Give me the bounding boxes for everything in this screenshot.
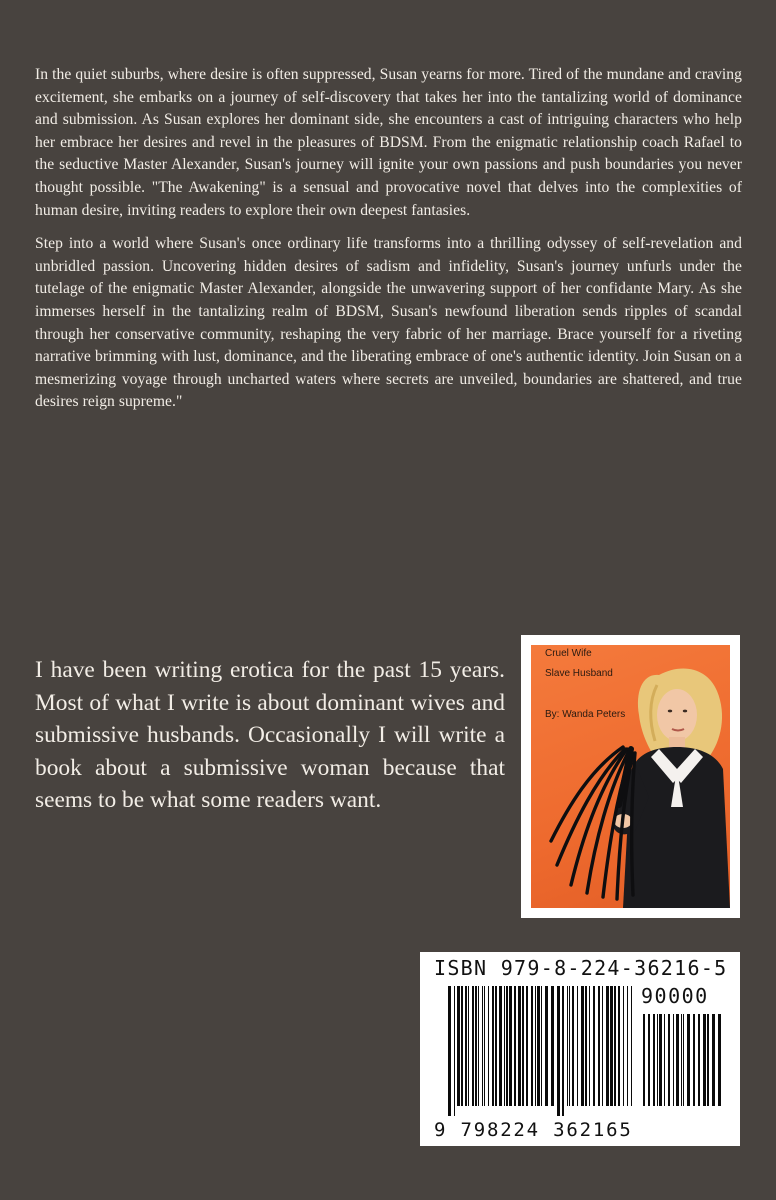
barcode-bar	[465, 986, 467, 1106]
barcode-bar	[643, 1014, 645, 1106]
barcode-bar	[676, 1014, 679, 1106]
barcode-bar	[545, 986, 548, 1106]
barcode-bar	[593, 986, 595, 1106]
author-photo-frame	[521, 635, 740, 918]
barcode-bar	[602, 986, 603, 1106]
barcode-bar	[585, 986, 587, 1106]
barcode-bar	[648, 1014, 650, 1106]
barcode-bar	[614, 986, 616, 1106]
cover-title-line-2: Slave Husband	[545, 668, 613, 679]
barcode-bar	[531, 986, 533, 1106]
barcode-bar	[522, 986, 524, 1106]
barcode-bar	[504, 986, 505, 1106]
barcode-bar	[541, 986, 542, 1106]
barcode-bar	[569, 986, 570, 1106]
barcode-bar	[673, 1014, 674, 1106]
addon-barcode-bars	[643, 1014, 723, 1116]
author-bio: I have been writing erotica for the past 15 years. Most of what I write is about dominant wives and submissive husbands. Occasionally I will write a book about a submissive woman because that seems to be what some readers want.	[35, 657, 505, 814]
barcode-bar	[627, 986, 628, 1106]
barcode-bar	[693, 1014, 695, 1106]
barcode-bar	[598, 986, 600, 1106]
barcode-bar	[572, 986, 574, 1106]
barcode-bar	[495, 986, 497, 1106]
barcode-bar	[475, 986, 477, 1106]
barcode-bar	[499, 986, 502, 1106]
isbn-barcode	[420, 952, 740, 1146]
barcode-bar	[623, 986, 624, 1106]
isbn-label: ISBN 979-8-224-36216-5	[434, 956, 728, 980]
barcode-bar	[488, 986, 489, 1106]
barcode-bar	[707, 1014, 709, 1106]
barcode-bar	[703, 1014, 706, 1106]
barcode-bar	[659, 1014, 662, 1106]
barcode-bar	[526, 986, 528, 1106]
barcode-bar	[472, 986, 474, 1106]
barcode-bar	[468, 986, 469, 1106]
barcode-bar	[457, 986, 460, 1106]
barcode-bar	[492, 986, 494, 1106]
barcode-bar	[631, 986, 632, 1106]
barcode-bar	[537, 986, 540, 1106]
barcode-bar	[514, 986, 516, 1106]
addon-price-label: 90000	[641, 984, 709, 1008]
barcode-bar	[535, 986, 536, 1106]
barcode-bar	[557, 986, 560, 1116]
barcode-bar	[606, 986, 609, 1106]
author-photo	[531, 645, 730, 908]
barcode-bar	[698, 1014, 700, 1106]
barcode-bar	[581, 986, 584, 1106]
barcode-bar	[718, 1014, 721, 1106]
barcode-bar	[618, 986, 620, 1106]
barcode-bar	[484, 986, 485, 1106]
barcode-bar	[577, 986, 578, 1106]
barcode-bar	[482, 986, 483, 1106]
barcode-bar	[506, 986, 508, 1106]
blurb-paragraph-2: Step into a world where Susan's once ordinary life transforms into a thrilling odyssey of self-revelation and unbridled passion. Uncovering hidden desires of sadism and infidelity, Susan's journey unfurls under the tutelage of the enigmatic Master Alexander, alongside the unwavering support of her confidante Mary. As she immerses herself in the tantalizing realm of BDSM, Susan's newfound liberation sends ripples of scandal through her conservative community, reshaping the very fabric of her marriage. Brace yourself for a riveting narrative brimming with lust, dominance, and the liberating embrace of one's authentic identity. Join Susan on a mesmerizing voyage through uncharted waters where secrets are unveiled, boundaries are shattered, and true desires reign supreme."	[35, 235, 742, 411]
barcode-bar	[657, 1014, 658, 1106]
barcode-bar	[509, 986, 512, 1106]
barcode-bar	[681, 1014, 682, 1106]
barcode-bar	[454, 986, 455, 1116]
back-cover-blurb	[35, 64, 742, 425]
barcode-bar	[448, 986, 451, 1116]
woman-with-flogger-illustration	[531, 645, 730, 908]
barcode-bar	[687, 1014, 690, 1106]
barcode-bar	[712, 1014, 715, 1106]
barcode-bar	[668, 1014, 670, 1106]
barcode-bar	[610, 986, 613, 1106]
barcode-bar	[518, 986, 521, 1106]
cover-byline: By: Wanda Peters	[545, 709, 626, 720]
barcode-bar	[478, 986, 479, 1106]
barcode-bar	[683, 1014, 684, 1106]
barcode-bar	[664, 1014, 665, 1106]
barcode-bar	[461, 986, 463, 1106]
barcode-bar	[567, 986, 568, 1106]
blurb-paragraph-1: In the quiet suburbs, where desire is often suppressed, Susan yearns for more. Tired of the mundane and craving excitement, she embarks on a journey of self-discovery that takes her into the tantalizing world of dominance and submission. As Susan explores her dominant side, she encounters a cast of intriguing characters who help her embrace her desires and revel in the pleasures of BDSM. From the enigmatic relationship coach Rafael to the seductive Master Alexander, Susan's journey will ignite your own passions and push boundaries you never thought possible. "The Awakening" is a sensual and provocative novel that delves into the complexities of human desire, inviting readers to explore their own deepest fantasies.	[35, 66, 742, 219]
barcode-bar	[653, 1014, 655, 1106]
ean-digits: 9 798224 362165	[434, 1119, 633, 1141]
cover-title-line-1: Cruel Wife	[545, 648, 592, 659]
barcode-bar	[562, 986, 564, 1116]
barcode-bar	[589, 986, 590, 1106]
barcode-bar	[551, 986, 554, 1106]
ean-barcode-bars	[448, 986, 634, 1116]
